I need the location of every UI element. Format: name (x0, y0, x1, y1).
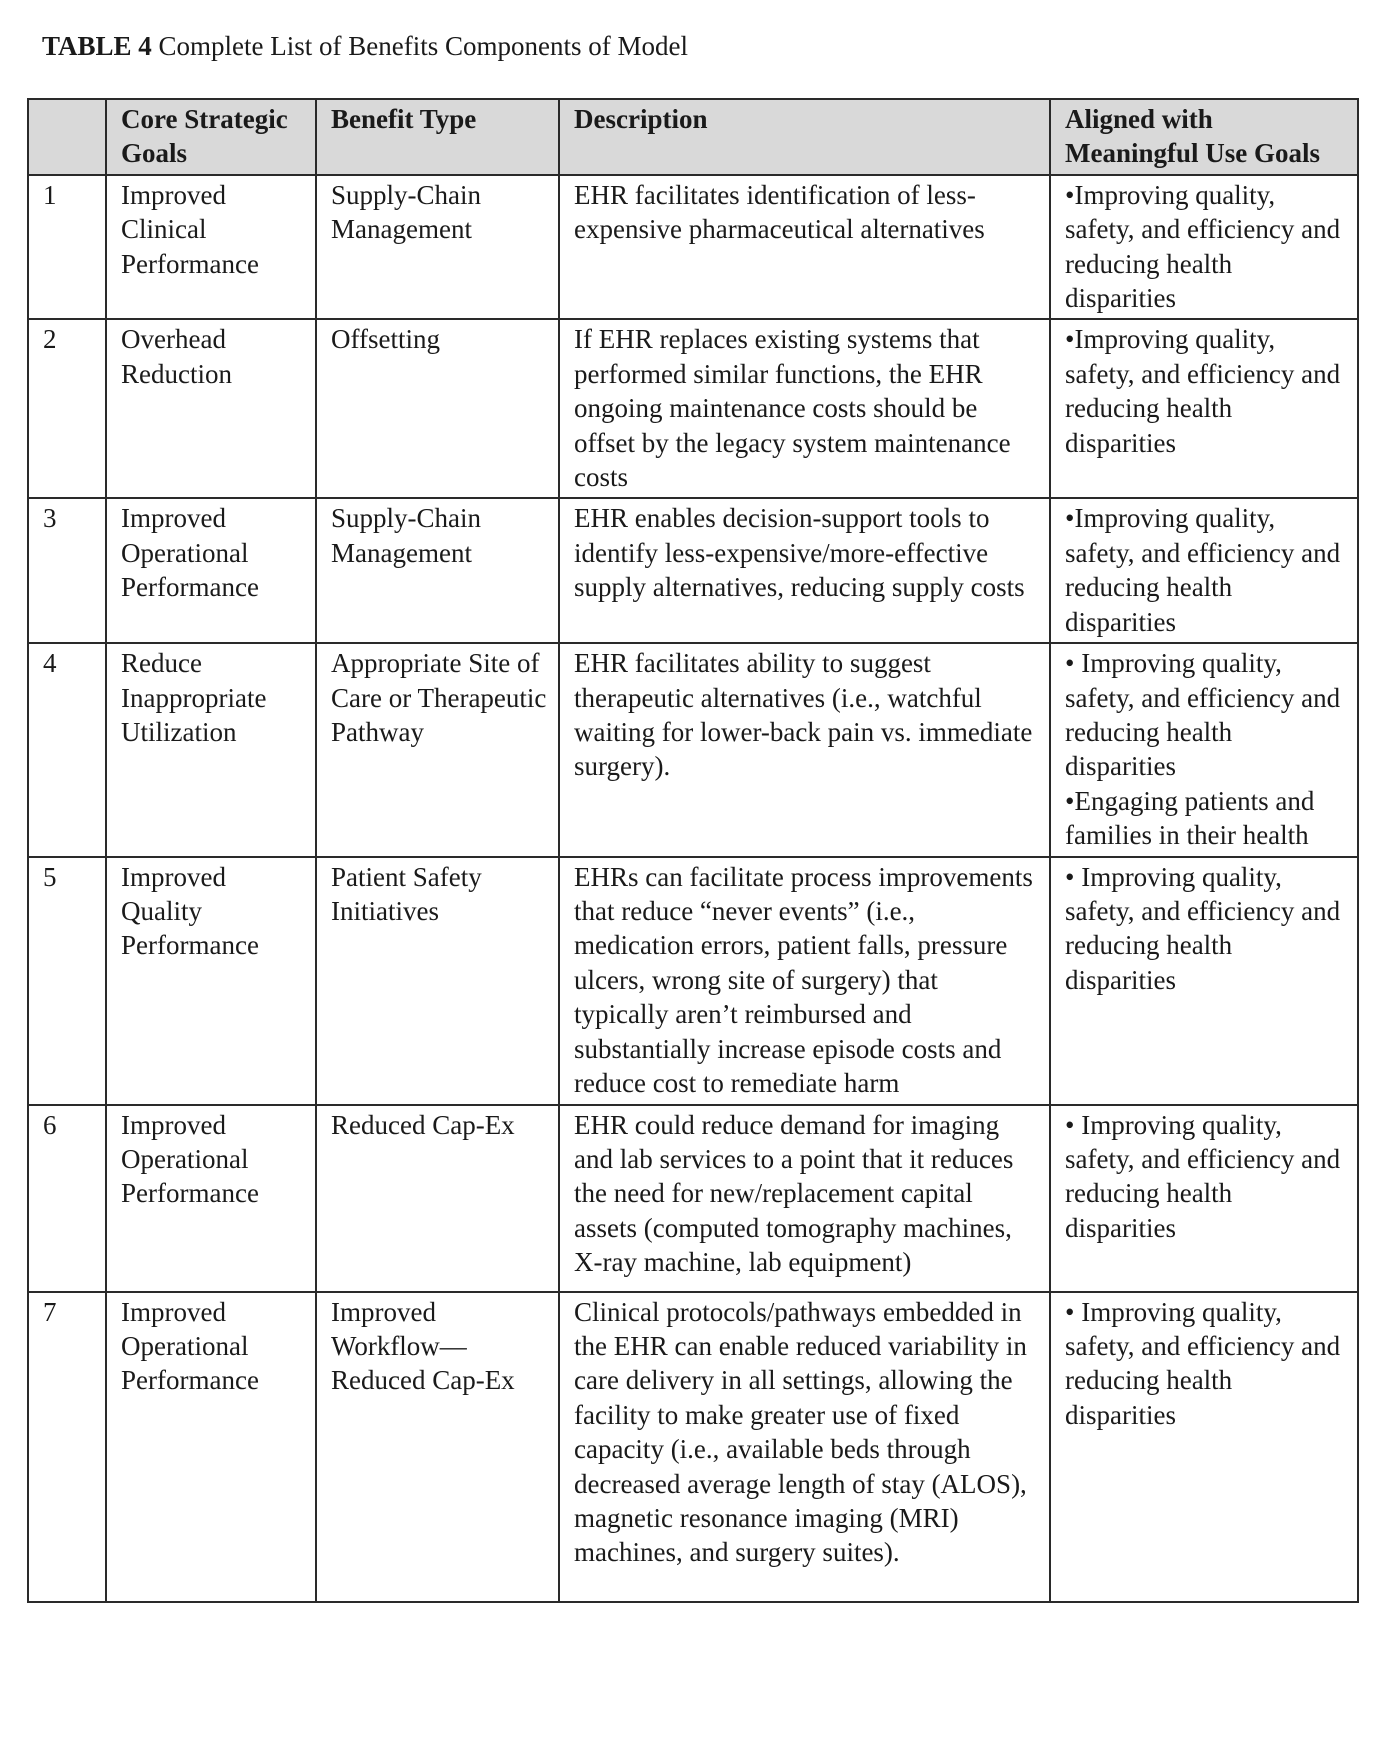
cell-description: EHR enables decision-support tools to identify less-expensive/more-effective supply alternatives, reducing supply costs (559, 498, 1050, 643)
table-row (28, 1105, 1358, 1292)
meaningful-use-bullet: •Improving quality, safety, and efficiency and reducing health disparities (1065, 324, 1341, 458)
cell-core-strategic-goal: Improved Clinical Performance (106, 175, 316, 320)
meaningful-use-bullet: •Engaging patients and families in their health (1065, 785, 1315, 851)
cell-number: 3 (28, 498, 106, 643)
cell-core-strategic-goal: Improved Operational Performance (106, 1292, 316, 1602)
header-core-strategic-goals: Core Strategic Goals (106, 99, 316, 175)
cell-benefit-type: Offsetting (316, 319, 559, 498)
table-body (28, 175, 1358, 1602)
table-row (28, 175, 1358, 320)
cell-number: 6 (28, 1105, 106, 1292)
cell-benefit-type: Patient Safety Initiatives (316, 857, 559, 1105)
meaningful-use-bullet: • Improving quality, safety, and efficiency and reducing health disparities (1065, 1109, 1341, 1243)
cell-core-strategic-goal: Reduce Inappropriate Utilization (106, 643, 316, 856)
meaningful-use-bullet: •Improving quality, safety, and efficiency and reducing health disparities (1065, 503, 1341, 637)
cell-description: EHRs can facilitate process improvements that reduce “never events” (i.e., medication errors, patient falls, pressure ulcers, wrong site of surgery) that typically aren’t reimbursed and substantially increase episode costs and reduce cost to remediate harm (559, 857, 1050, 1105)
cell-description: If EHR replaces existing systems that performed similar functions, the EHR ongoing maintenance costs should be offset by the legacy system maintenance costs (559, 319, 1050, 498)
table-row (28, 643, 1358, 856)
cell-core-strategic-goal: Overhead Reduction (106, 319, 316, 498)
cell-description: EHR facilitates identification of less-expensive pharmaceutical alternatives (559, 175, 1050, 320)
cell-meaningful-use-goals (1050, 1105, 1358, 1292)
meaningful-use-bullet: • Improving quality, safety, and efficiency and reducing health disparities (1065, 861, 1341, 995)
cell-benefit-type: Supply-Chain Management (316, 498, 559, 643)
cell-meaningful-use-goals (1050, 643, 1358, 856)
cell-number: 5 (28, 857, 106, 1105)
cell-meaningful-use-goals (1050, 175, 1358, 320)
header-meaningful-use-goals: Aligned with Meaningful Use Goals (1050, 99, 1358, 175)
header-benefit-type: Benefit Type (316, 99, 559, 175)
table-header-row (28, 99, 1358, 175)
cell-core-strategic-goal: Improved Operational Performance (106, 498, 316, 643)
cell-meaningful-use-goals (1050, 857, 1358, 1105)
table-caption-text: Complete List of Benefits Components of Model (158, 31, 688, 61)
meaningful-use-bullet: •Improving quality, safety, and efficiency and reducing health disparities (1065, 179, 1341, 314)
cell-number: 7 (28, 1292, 106, 1602)
cell-number: 2 (28, 319, 106, 498)
cell-benefit-type: Supply-Chain Management (316, 175, 559, 320)
cell-meaningful-use-goals (1050, 319, 1358, 498)
cell-meaningful-use-goals (1050, 498, 1358, 643)
cell-benefit-type: Appropriate Site of Care or Therapeutic Pathway (316, 643, 559, 856)
cell-description: EHR facilitates ability to suggest therapeutic alternatives (i.e., watchful waiting for lower-back pain vs. immediate surgery). (559, 643, 1050, 856)
table-row (28, 319, 1358, 498)
cell-core-strategic-goal: Improved Operational Performance (106, 1105, 316, 1292)
cell-meaningful-use-goals (1050, 1292, 1358, 1602)
table-row (28, 857, 1358, 1105)
meaningful-use-bullet: • Improving quality, safety, and efficiency and reducing health disparities (1065, 648, 1341, 782)
cell-description: EHR could reduce demand for imaging and lab services to a point that it reduces the need for new/replacement capital assets (computed tomography machines, X-ray machine, lab equipment) (559, 1105, 1050, 1292)
meaningful-use-bullet: • Improving quality, safety, and efficiency and reducing health disparities (1065, 1296, 1341, 1430)
table-row (28, 1292, 1358, 1602)
cell-number: 4 (28, 643, 106, 856)
table-row (28, 498, 1358, 643)
header-number (28, 99, 106, 175)
cell-core-strategic-goal: Improved Quality Performance (106, 857, 316, 1105)
cell-number: 1 (28, 175, 106, 320)
table-caption-label: TABLE 4 (42, 31, 152, 61)
cell-description: Clinical protocols/pathways embedded in the EHR can enable reduced variability in care delivery in all settings, allowing the facility to make greater use of fixed capacity (i.e., available beds through decreased average length of stay (ALOS), magnetic resonance imaging (MRI) machines, and surgery suites). (559, 1292, 1050, 1602)
table-caption (42, 28, 688, 64)
cell-benefit-type: Improved Workflow—Reduced Cap-Ex (316, 1292, 559, 1602)
benefits-table (27, 98, 1359, 1603)
header-description: Description (559, 99, 1050, 175)
cell-benefit-type: Reduced Cap-Ex (316, 1105, 559, 1292)
